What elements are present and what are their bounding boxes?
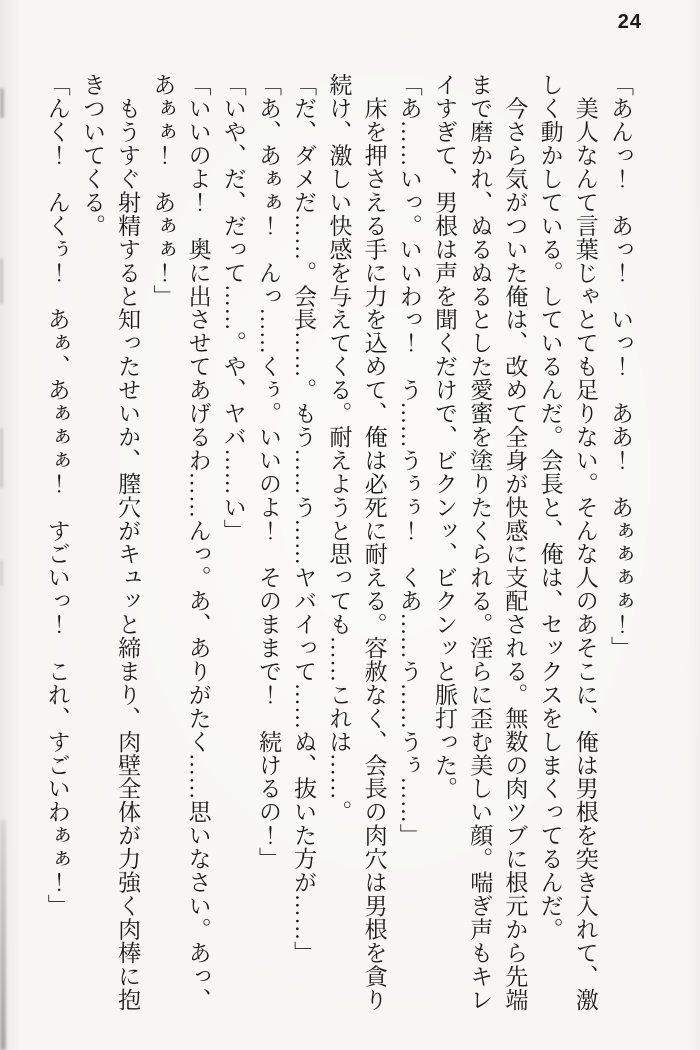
text-line: まで磨かれ、ぬるぬるとした愛蜜を塗りたくられる。淫らに歪む美しい顔。喘ぎ声もキレ (467, 73, 493, 1011)
scan-artifact (0, 428, 3, 488)
text-line: しく動かしている。しているんだ。会長と、俺は、セックスをしまくってるんだ。 (537, 73, 563, 941)
text-line: 「だ、ダメだ……。会長……。もう……う……ヤバイって……ぬ、抜いた方が……」 (291, 73, 317, 965)
text-line: 「あ、あぁぁ！ んっ……くぅ。いいのよ！ そのままで！ 続けるの！」 (255, 73, 281, 871)
text-line: 「あんっ！ あっ！ いっ！ ああ！ あぁぁぁぁ！」 (608, 73, 633, 660)
text-line: 今さら気がついた俺は、改めて全身が快感に支配される。無数の肉ツブに根元から先端 (502, 73, 528, 1011)
text-line: 続け、激しい快感を与えてくる。耐えようと思っても……これは……。 (326, 73, 352, 824)
scan-artifact (0, 560, 3, 586)
text-line: 床を押さえる手に力を込めて、俺は必死に耐える。容赦なく、会長の肉穴は男根を貪り (361, 73, 387, 1011)
scan-artifact (0, 88, 4, 118)
text-line: きついてくる。 (79, 73, 105, 238)
text-line: 「あ……いっ。いいわっ！ う……うぅぅ！ くあ……う……うぅ……」 (396, 73, 422, 847)
text-line: イすぎて、男根は声を聞くだけで、ビクンッ、ビクンッと脈打った。 (431, 73, 457, 800)
text-block (40, 73, 638, 1011)
page-number: 24 (617, 11, 642, 33)
text-line: 「いや、だ、だって……。や、ヤバ……い」 (220, 73, 246, 542)
text-line: 美人なんて言葉じゃとても足りない。そんな人のあそこに、俺は男根を突き入れて、激 (572, 73, 598, 1012)
scan-artifact (0, 820, 6, 1050)
text-line: 「いいのよ！ 奥に出させてあげるわ……んっ。あ、ありがたく……思いなさい。あっ、 (185, 73, 211, 1011)
text-line: あぁぁ！ あぁぁ！」 (150, 73, 176, 308)
text-line: 「んく！ んくぅ！ あぁ、あぁぁぁ！ すごいっ！ これ、すごいわぁぁ！」 (44, 73, 70, 918)
scan-artifact (0, 258, 3, 304)
text-line: もうすぐ射精すると知ったせいか、膣穴がキュッと締まり、肉壁全体が力強く肉棒に抱 (115, 73, 141, 1011)
